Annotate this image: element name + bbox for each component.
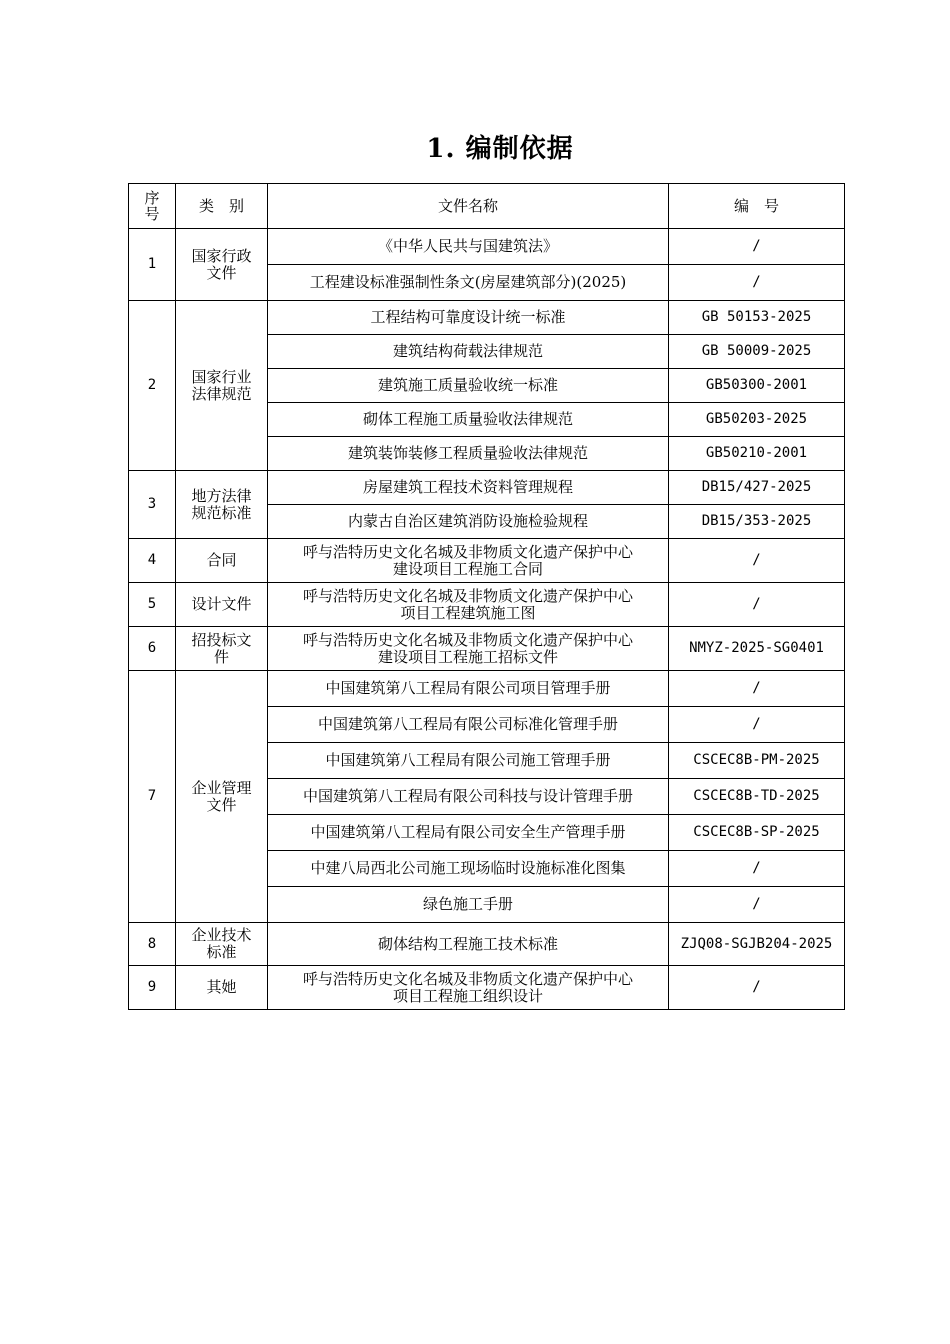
document-title: 1. 编制依据 xyxy=(426,134,574,164)
table-row xyxy=(129,627,845,671)
document-name-cell: 中建八局西北公司施工现场临时设施标准化图集 xyxy=(268,851,669,887)
document-code-cell: / xyxy=(669,539,845,583)
table-row xyxy=(129,301,845,335)
category-cell: 国家行政 文件 xyxy=(176,229,268,301)
header-name: 文件名称 xyxy=(268,184,669,229)
seq-cell: 8 xyxy=(129,923,176,966)
document-name-cell: 中国建筑第八工程局有限公司施工管理手册 xyxy=(268,743,669,779)
document-name-cell: 绿色施工手册 xyxy=(268,887,669,923)
document-name-cell: 呼与浩特历史文化名城及非物质文化遗产保护中心 项目工程施工组织设计 xyxy=(268,966,669,1010)
basis-table xyxy=(128,183,845,1010)
document-code-cell: / xyxy=(669,265,845,301)
document-code-cell: CSCEC8B-PM-2025 xyxy=(669,743,845,779)
category-cell: 企业管理 文件 xyxy=(176,671,268,923)
document-code-cell: GB50300-2001 xyxy=(669,369,845,403)
document-name-cell: 中国建筑第八工程局有限公司标准化管理手册 xyxy=(268,707,669,743)
table-row xyxy=(129,583,845,627)
document-code-cell: / xyxy=(669,966,845,1010)
document-code-cell: / xyxy=(669,671,845,707)
document-name-cell: 呼与浩特历史文化名城及非物质文化遗产保护中心 项目工程建筑施工图 xyxy=(268,583,669,627)
document-code-cell: / xyxy=(669,887,845,923)
category-cell: 其她 xyxy=(176,966,268,1010)
table-row xyxy=(129,966,845,1010)
document-code-cell: DB15/353-2025 xyxy=(669,505,845,539)
category-cell: 招投标文 件 xyxy=(176,627,268,671)
category-cell: 企业技术 标准 xyxy=(176,923,268,966)
document-code-cell: NMYZ-2025-SG0401 xyxy=(669,627,845,671)
seq-cell: 5 xyxy=(129,583,176,627)
document-code-cell: DB15/427-2025 xyxy=(669,471,845,505)
category-cell: 合同 xyxy=(176,539,268,583)
document-name-cell: 中国建筑第八工程局有限公司安全生产管理手册 xyxy=(268,815,669,851)
seq-cell: 2 xyxy=(129,301,176,471)
category-cell: 地方法律 规范标准 xyxy=(176,471,268,539)
document-name-cell: 建筑结构荷载法律规范 xyxy=(268,335,669,369)
table-row xyxy=(129,671,845,707)
document-code-cell: GB 50009-2025 xyxy=(669,335,845,369)
document-name-cell: 内蒙古自治区建筑消防设施检验规程 xyxy=(268,505,669,539)
document-name-cell: 中国建筑第八工程局有限公司科技与设计管理手册 xyxy=(268,779,669,815)
table-body xyxy=(129,229,845,1010)
document-name-cell: 呼与浩特历史文化名城及非物质文化遗产保护中心 建设项目工程施工合同 xyxy=(268,539,669,583)
document-name-cell: 建筑施工质量验收统一标准 xyxy=(268,369,669,403)
category-cell: 设计文件 xyxy=(176,583,268,627)
document-code-cell: GB50203-2025 xyxy=(669,403,845,437)
document-name-cell: 中国建筑第八工程局有限公司项目管理手册 xyxy=(268,671,669,707)
table-row xyxy=(129,923,845,966)
table-header-row xyxy=(129,184,845,229)
category-cell: 国家行业 法律规范 xyxy=(176,301,268,471)
document-name-cell: 《中华人民共与国建筑法》 xyxy=(268,229,669,265)
document-code-cell: GB50210-2001 xyxy=(669,437,845,471)
header-category: 类 别 xyxy=(176,184,268,229)
header-code: 编 号 xyxy=(669,184,845,229)
document-name-cell: 砌体工程施工质量验收法律规范 xyxy=(268,403,669,437)
document-code-cell: / xyxy=(669,851,845,887)
document-name-cell: 房屋建筑工程技术资料管理规程 xyxy=(268,471,669,505)
document-code-cell: GB 50153-2025 xyxy=(669,301,845,335)
document-code-cell: / xyxy=(669,583,845,627)
seq-cell: 4 xyxy=(129,539,176,583)
document-code-cell: CSCEC8B-SP-2025 xyxy=(669,815,845,851)
seq-cell: 9 xyxy=(129,966,176,1010)
document-name-cell: 砌体结构工程施工技术标准 xyxy=(268,923,669,966)
document-code-cell: / xyxy=(669,229,845,265)
seq-cell: 7 xyxy=(129,671,176,923)
document-code-cell: / xyxy=(669,707,845,743)
document-name-cell: 建筑装饰装修工程质量验收法律规范 xyxy=(268,437,669,471)
document-code-cell: ZJQ08-SGJB204-2025 xyxy=(669,923,845,966)
seq-cell: 1 xyxy=(129,229,176,301)
seq-cell: 6 xyxy=(129,627,176,671)
document-code-cell: CSCEC8B-TD-2025 xyxy=(669,779,845,815)
table-row xyxy=(129,471,845,505)
header-seq: 序 号 xyxy=(129,184,176,229)
document-name-cell: 呼与浩特历史文化名城及非物质文化遗产保护中心 建设项目工程施工招标文件 xyxy=(268,627,669,671)
document-name-cell: 工程建设标准强制性条文(房屋建筑部分)(2025) xyxy=(268,265,669,301)
table-row xyxy=(129,539,845,583)
document-name-cell: 工程结构可靠度设计统一标准 xyxy=(268,301,669,335)
table-row xyxy=(129,229,845,265)
seq-cell: 3 xyxy=(129,471,176,539)
